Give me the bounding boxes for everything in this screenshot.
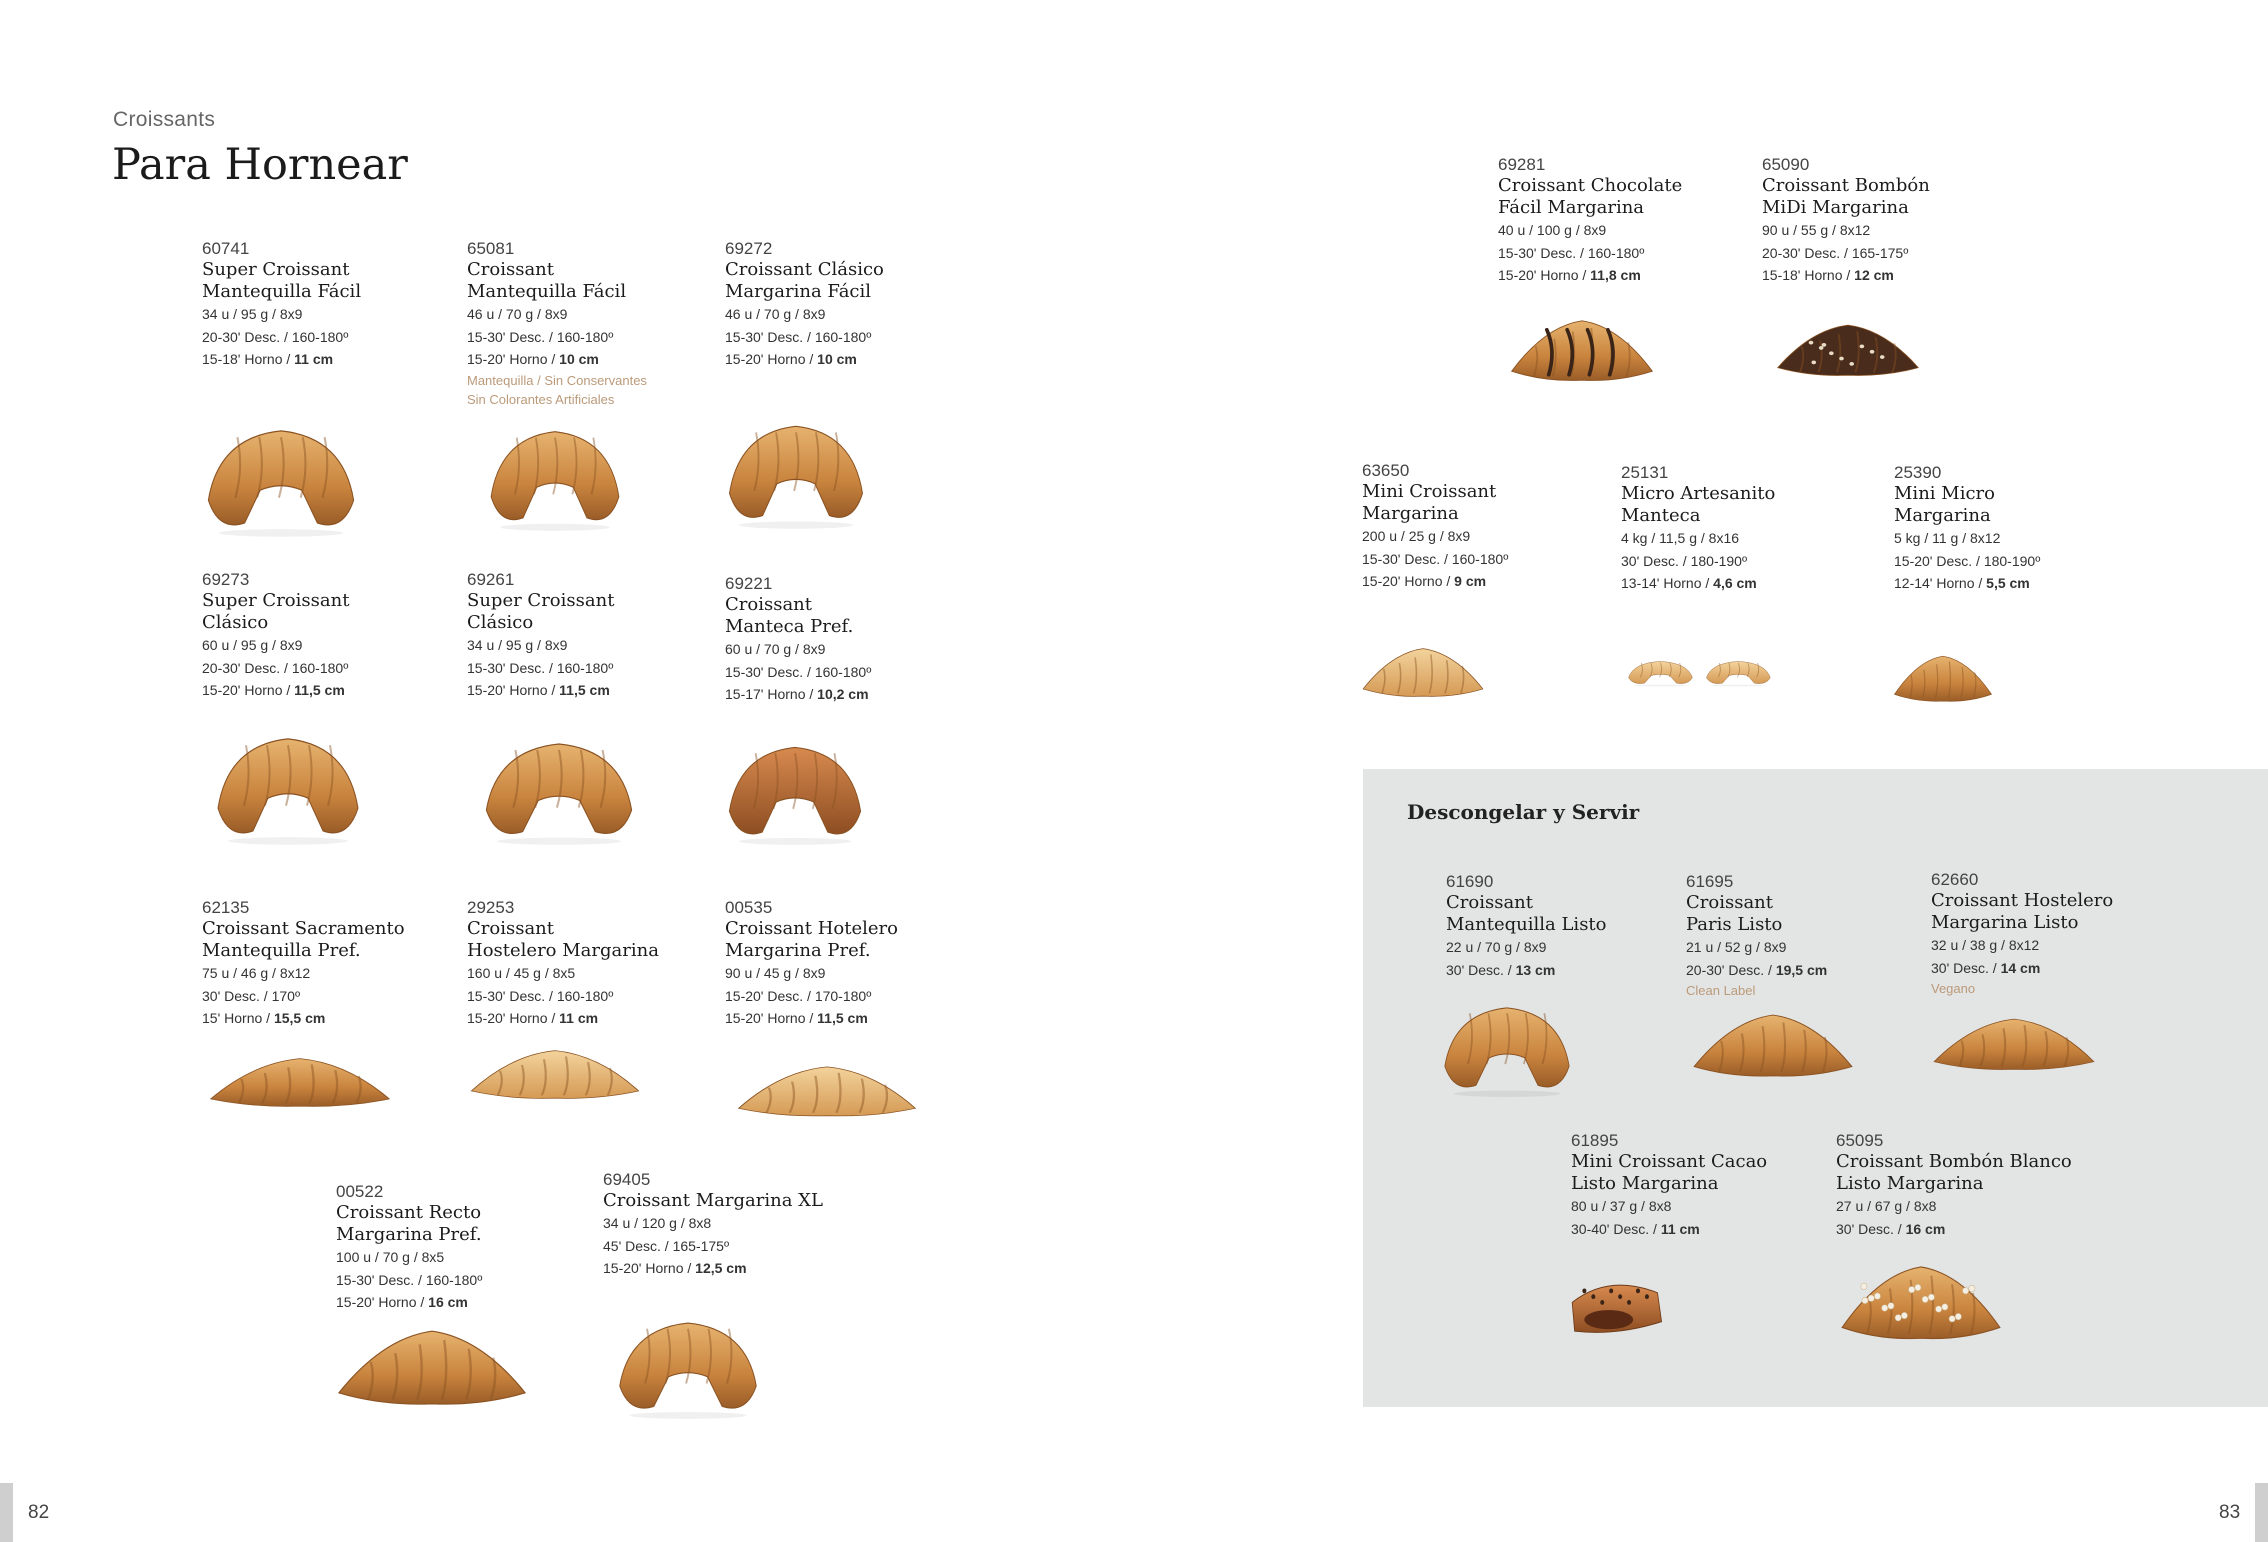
product-code: 25131 [1621,463,1669,482]
product-code: 69272 [725,239,773,258]
product-card [202,238,452,371]
product-spec: 34 u / 95 g / 8x9 [202,306,303,322]
product-size: 11 cm [294,351,334,367]
product-code: 69405 [603,1170,651,1189]
section-label: Croissants [113,108,216,131]
croissant-straight-icon [467,1042,643,1114]
product-size: 11,5 cm [294,682,345,698]
croissant-curved-icon [720,730,870,846]
product-name: Croissant Mantequilla Listo [1446,892,1607,935]
product-spec: 30' Desc. / 14 cm [1931,959,2041,976]
croissant-pair-icon [1624,652,1776,714]
page-title: Para Hornear [112,140,408,190]
product-name: Croissant Bombón MiDi Margarina [1762,175,1930,218]
product-name: Super Croissant Mantequilla Fácil [202,259,362,302]
croissant-straight-icon [334,1318,530,1428]
product-code: 65081 [467,239,515,258]
croissant-straight-icon [1690,1004,1856,1096]
product-note: Clean Label [1686,983,1756,998]
product-spec: 15' Horno / 15,5 cm [202,1010,326,1026]
product-spec: 40 u / 100 g / 8x9 [1498,222,1607,238]
product-card [467,569,717,702]
product-spec: 4 kg / 11,5 g / 8x16 [1621,530,1740,546]
product-name: Mini Micro Margarina [1894,483,1995,526]
product-name: Croissant Hostelero Margarina [467,918,659,961]
croissant-image [206,1050,394,1122]
product-spec: 13-14' Horno / 4,6 cm [1621,575,1757,591]
croissant-image [1930,1010,2098,1086]
product-size: 10 cm [559,351,599,367]
croissant-image [208,720,368,846]
product-name: Super Croissant Clásico [202,590,350,633]
product-spec: 15-20' Horno / 11 cm [467,1010,599,1026]
product-card [603,1169,853,1280]
product-size: 12 cm [1854,267,1894,283]
croissant-chocolate-icon [1508,310,1656,400]
croissant-straight-icon [1360,640,1486,712]
page-number-right: 83 [2219,1502,2241,1523]
product-code: 25390 [1894,463,1942,482]
croissant-straight-icon [734,1058,920,1132]
product-name: Super Croissant Clásico [467,590,615,633]
product-spec: 20-30' Desc. / 165-175º [1762,244,1909,261]
product-spec: 30' Desc. / 170º [202,987,301,1004]
product-spec: 15-20' Horno / 10 cm [725,351,857,367]
croissant-image [1508,310,1656,400]
product-spec: 75 u / 46 g / 8x12 [202,965,311,981]
product-spec: 60 u / 95 g / 8x9 [202,637,303,653]
product-spec: 80 u / 37 g / 8x8 [1571,1198,1672,1214]
product-spec: 32 u / 38 g / 8x12 [1931,937,2040,953]
product-card [1498,154,1748,287]
croissant-image [467,1042,643,1114]
product-card [1836,1130,2086,1240]
product-size: 11,5 cm [817,1010,868,1026]
product-spec: 15-20' Horno / 16 cm [336,1294,468,1310]
product-code: 69261 [467,570,515,589]
product-size: 19,5 cm [1775,961,1828,978]
croissant-sugar-icon [1838,1254,2004,1362]
product-code: 00522 [336,1182,384,1201]
product-spec: 15-30' Desc. / 160-180º [725,663,872,680]
product-spec: 100 u / 70 g / 8x5 [336,1249,445,1265]
product-card [467,897,717,1030]
croissant-image [1436,992,1578,1098]
product-code: 29253 [467,898,515,917]
product-spec: 15-18' Horno / 12 cm [1762,267,1894,283]
product-code: 65090 [1762,155,1810,174]
product-size: 16 cm [1905,1220,1946,1237]
product-name: Croissant Chocolate Fácil Margarina [1498,175,1683,218]
croissant-image [198,412,364,538]
product-spec: 15-20' Desc. / 180-190º [1894,552,2041,569]
product-code: 00535 [725,898,773,917]
product-note: Vegano [1931,981,1976,996]
product-spec: 15-30' Desc. / 160-180º [336,1271,483,1288]
product-card [725,573,975,706]
croissant-chocolate-icon [1774,316,1922,392]
product-name: Micro Artesanito Manteca [1621,483,1776,526]
product-spec: 15-17' Horno / 10,2 cm [725,686,869,702]
product-name: Croissant Hostelero Margarina Listo [1931,890,2114,933]
page-edge-tab-right [2255,1483,2268,1542]
croissant-image [1560,1264,1690,1360]
product-name: Croissant Margarina XL [603,1190,823,1211]
product-spec: 45' Desc. / 165-175º [603,1237,730,1254]
product-size: 16 cm [428,1294,468,1310]
product-size: 11,8 cm [1590,267,1641,283]
product-card [1571,1130,1821,1240]
product-spec: 15-18' Horno / 11 cm [202,351,334,367]
croissant-image [482,414,628,532]
product-name: Croissant Manteca Pref. [725,594,854,637]
product-code: 62660 [1931,870,1979,889]
croissant-image [610,1306,766,1420]
product-spec: 30' Desc. / 180-190º [1621,552,1748,569]
croissant-curved-icon [208,720,368,846]
croissant-curved-icon [720,408,872,530]
product-card [1931,869,2181,998]
product-size: 13 cm [1515,961,1556,978]
product-spec: 15-20' Horno / 11,8 cm [1498,267,1641,283]
croissant-straight-icon [1930,1010,2098,1086]
product-spec: 30' Desc. / 13 cm [1446,961,1556,978]
product-code: 60741 [202,239,250,258]
product-spec: 15-30' Desc. / 160-180º [1362,550,1509,567]
product-size: 14 cm [2000,959,2041,976]
product-code: 62135 [202,898,250,917]
product-name: Croissant Hotelero Margarina Pref. [725,918,898,961]
product-spec: 90 u / 45 g / 8x9 [725,965,826,981]
product-spec: 27 u / 67 g / 8x8 [1836,1198,1937,1214]
croissant-image [1360,640,1486,712]
product-spec: 20-30' Desc. / 160-180º [202,328,349,345]
product-name: Croissant Sacramento Mantequilla Pref. [202,918,405,961]
product-card [725,897,975,1030]
croissant-image [1838,1254,2004,1362]
croissant-straight-icon [206,1050,394,1122]
product-size: 10,2 cm [817,686,869,702]
product-size: 4,6 cm [1713,575,1757,591]
croissant-image [476,726,642,846]
product-name: Croissant Mantequilla Fácil [467,259,627,302]
product-size: 11,5 cm [559,682,610,698]
page-edge-tab-left [0,1483,13,1542]
product-note: Mantequilla / Sin Conservantes Sin Colorantes Artificiales [467,372,647,407]
product-code: 69273 [202,570,250,589]
croissant-image [1892,648,1994,716]
product-card [202,897,452,1030]
product-size: 10 cm [817,351,857,367]
product-card [1686,871,1936,1000]
product-spec: 34 u / 120 g / 8x8 [603,1215,712,1231]
croissant-image [1624,652,1776,714]
product-card [1362,460,1612,593]
product-spec: 5 kg / 11 g / 8x12 [1894,530,2001,546]
product-card [202,569,452,702]
product-code: 61690 [1446,872,1494,891]
product-spec: 12-14' Horno / 5,5 cm [1894,575,2030,591]
product-spec: 15-20' Desc. / 170-180º [725,987,872,1004]
product-name: Croissant Paris Listo [1686,892,1783,935]
croissant-cacao-icon [1560,1264,1690,1360]
product-spec: 34 u / 95 g / 8x9 [467,637,568,653]
product-card [467,238,717,409]
product-size: 5,5 cm [1986,575,2030,591]
croissant-image [1690,1004,1856,1096]
croissant-image [1774,316,1922,392]
product-spec: 21 u / 52 g / 8x9 [1686,939,1787,955]
croissant-curved-icon [1436,992,1578,1098]
croissant-image [734,1058,920,1132]
product-spec: 15-20' Horno / 9 cm [1362,573,1487,589]
product-spec: 22 u / 70 g / 8x9 [1446,939,1547,955]
product-spec: 160 u / 45 g / 8x5 [467,965,576,981]
product-spec: 15-30' Desc. / 160-180º [467,987,614,1004]
product-card [725,238,975,371]
croissant-image [720,408,872,530]
product-spec: 15-30' Desc. / 160-180º [467,328,614,345]
product-spec: 60 u / 70 g / 8x9 [725,641,826,657]
product-name: Mini Croissant Margarina [1362,481,1497,524]
product-spec: 15-30' Desc. / 160-180º [467,659,614,676]
product-spec: 46 u / 70 g / 8x9 [467,306,568,322]
product-spec: 15-20' Horno / 10 cm [467,351,599,367]
product-size: 15,5 cm [273,1010,326,1026]
product-size: 11 cm [559,1010,599,1026]
product-spec: 30' Desc. / 16 cm [1836,1220,1946,1237]
product-card [1446,871,1696,981]
product-spec: 15-20' Horno / 12,5 cm [603,1260,747,1276]
product-code: 63650 [1362,461,1410,480]
product-size: 11 cm [1660,1220,1700,1237]
product-name: Croissant Recto Margarina Pref. [336,1202,482,1245]
product-spec: 200 u / 25 g / 8x9 [1362,528,1471,544]
product-spec: 46 u / 70 g / 8x9 [725,306,826,322]
product-card [1621,462,1871,595]
product-card [1894,462,2144,595]
croissant-image [334,1318,530,1428]
product-spec: 15-20' Horno / 11,5 cm [202,682,345,698]
product-name: Mini Croissant Cacao Listo Margarina [1571,1151,1768,1194]
product-card [1762,154,2012,287]
product-code: 61895 [1571,1131,1619,1150]
product-code: 69221 [725,574,773,593]
product-size: 9 cm [1454,573,1487,589]
product-spec: 30-40' Desc. / 11 cm [1571,1220,1700,1237]
croissant-image [720,730,870,846]
product-spec: 15-30' Desc. / 160-180º [725,328,872,345]
product-name: Croissant Clásico Margarina Fácil [725,259,884,302]
croissant-curved-icon [610,1306,766,1420]
product-spec: 15-30' Desc. / 160-180º [1498,244,1645,261]
product-spec: 15-20' Horno / 11,5 cm [725,1010,868,1026]
product-code: 65095 [1836,1131,1884,1150]
product-spec: 20-30' Desc. / 19,5 cm [1686,961,1828,978]
croissant-straight-icon [1892,648,1994,716]
croissant-curved-icon [482,414,628,532]
product-code: 69281 [1498,155,1546,174]
product-name: Croissant Bombón Blanco Listo Margarina [1836,1151,2072,1194]
croissant-curved-icon [476,726,642,846]
product-code: 61695 [1686,872,1734,891]
product-spec: 20-30' Desc. / 160-180º [202,659,349,676]
panel-title: Descongelar y Servir [1407,800,1640,824]
page-number-left: 82 [28,1502,50,1523]
product-card [336,1181,586,1314]
product-spec: 90 u / 55 g / 8x12 [1762,222,1871,238]
croissant-curved-icon [198,412,364,538]
product-spec: 15-20' Horno / 11,5 cm [467,682,610,698]
product-size: 12,5 cm [695,1260,747,1276]
